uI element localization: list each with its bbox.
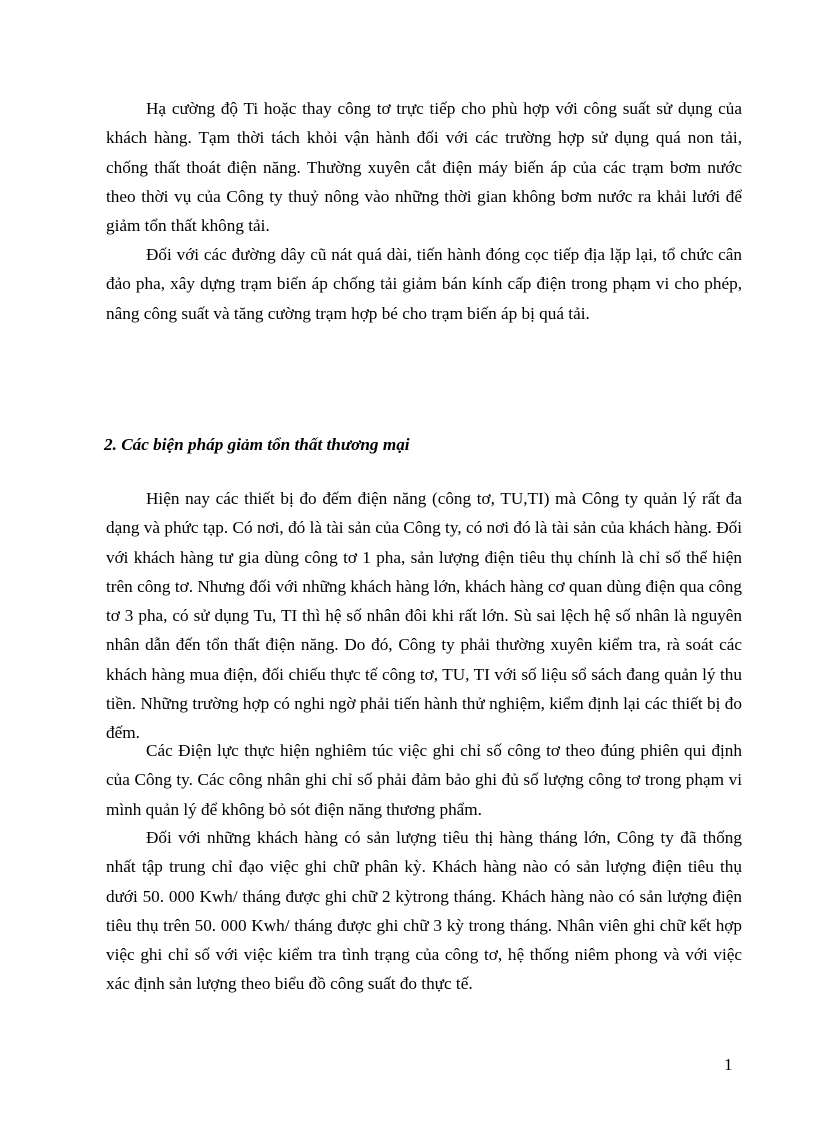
paragraph-large-customers: Đối với những khách hàng có sản lượng tiêu thị hàng tháng lớn, Công ty đã thống nhất tập trung chỉ đạo việc ghi chữ phân kỳ. Khách hàng nào có sản lượng điện tiêu thụ dưới 50. 000 Kwh/ tháng được ghi chữ 2 kỳtrong tháng. Khách hàng nào có sản lượng điện tiêu thụ trên 50. 000 Kwh/ tháng được ghi chữ 3 kỳ trong tháng. Nhân viên ghi chữ kết hợp việc ghi chỉ số với việc kiểm tra tình trạng của công tơ, hệ thống niêm phong và với việc xác định sản lượng theo biểu đồ công suất đo thực tế.	[106, 828, 742, 994]
paragraph-meter-reading: Các Điện lực thực hiện nghiêm túc việc ghi chỉ số công tơ theo đúng phiên qui định của Công ty. Các công nhân ghi chỉ số phải đảm bảo ghi đủ số lượng công tơ trong phạm vi mình quản lý để không bỏ sót điện năng thương phẩm.	[106, 741, 742, 819]
paragraph-old-lines: Đối với các đường dây cũ nát quá dài, tiến hành đóng cọc tiếp địa lặp lại, tổ chức cân đảo pha, xây dựng trạm biến áp chống tải giảm bán kính cấp điện trong phạm vi cho phép, nâng công suất và tăng cường trạm hợp bé cho trạm biến áp bị quá tải.	[106, 245, 742, 323]
section-heading: 2. Các biện pháp giảm tổn thất thương mại	[104, 435, 410, 454]
paragraph-metering-devices: Hiện nay các thiết bị đo đếm điện năng (công tơ, TU,TI) mà Công ty quản lý rất đa dạng và phức tạp. Có nơi, đó là tài sản của Công ty, có nơi đó là tài sản của khách hàng. Đối với khách hàng tư gia dùng công tơ 1 pha, sản lượng điện tiêu thụ chính là chỉ số thể hiện trên công tơ. Nhưng đối với những khách hàng lớn, khách hàng cơ quan dùng điện qua công tơ 3 pha, có sử dụng Tu, TI thì hệ số nhân đôi khi rất lớn. Sù sai lệch hệ số nhân là nguyên nhân dẫn đến tổn thất điện năng. Do đó, Công ty phải thường xuyên kiểm tra, rà soát các khách hàng mua điện, đối chiếu thực tế công tơ, TU, TI với số liệu sổ sách đang quản lý thu tiền. Những trường hợp có nghi ngờ phải tiến hành thử nghiệm, kiểm định lại các thiết bị đo đếm.	[106, 489, 742, 743]
paragraph-current-reduction: Hạ cường độ Ti hoặc thay công tơ trực tiếp cho phù hợp với công suất sử dụng của khách hàng. Tạm thời tách khỏi vận hành đối với các trường hợp sử dụng quá non tải, chống thất thoát điện năng. Thường xuyên cắt điện máy biến áp của các trạm bơm nước theo thời vụ của Công ty thuỷ nông vào những thời gian không bơm nước ra khải lưới để giảm tổn thất không tải.	[106, 99, 742, 236]
page-number: 1	[724, 1055, 733, 1074]
